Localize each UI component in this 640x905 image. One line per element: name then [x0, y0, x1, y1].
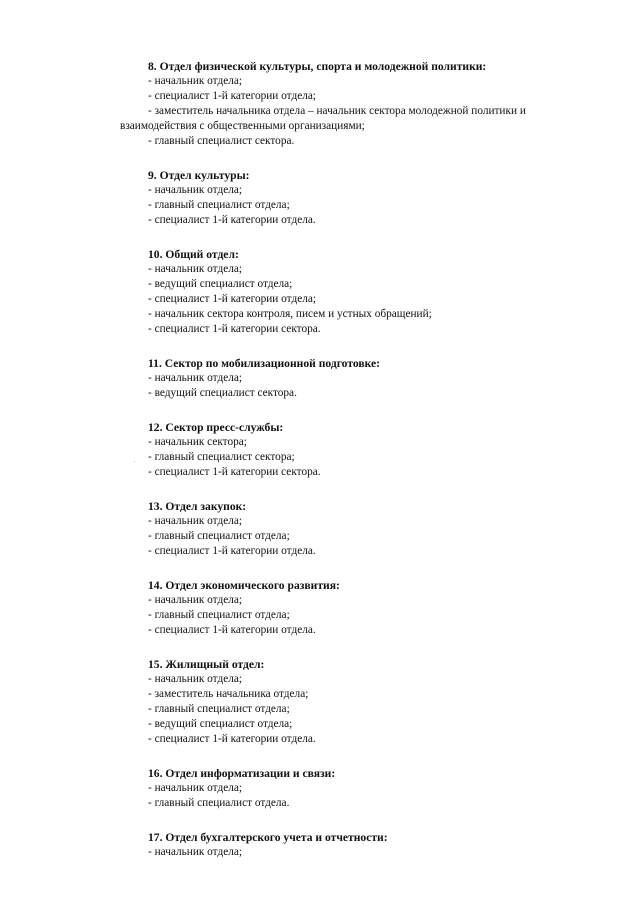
list-item: - специалист 1-й категории отдела. — [148, 214, 316, 226]
list-item: - начальник отдела; — [148, 372, 243, 384]
list-item: - главный специалист сектора. — [148, 135, 295, 147]
list-item: - главный специалист сектора; — [148, 451, 295, 463]
list-item: - специалист 1-й категории отдела. — [148, 624, 316, 636]
section-title: 12. Сектор пресс-службы: — [148, 421, 284, 434]
section-title: 13. Отдел закупок: — [148, 500, 247, 513]
section-title: 8. Отдел физической культуры, спорта и молодежной политики: — [148, 60, 487, 73]
section-13-procurement — [0, 499, 640, 559]
list-item: - главный специалист отдела; — [148, 703, 290, 715]
section-title: 10. Общий отдел: — [148, 248, 239, 261]
section-title: 16. Отдел информатизации и связи: — [148, 767, 336, 780]
section-title: 15. Жилищный отдел: — [148, 658, 265, 671]
list-item: - главный специалист отдела; — [148, 199, 290, 211]
section-title: 11. Сектор по мобилизационной подготовке: — [148, 357, 381, 370]
list-item: - специалист 1-й категории отдела. — [148, 545, 316, 557]
list-item: - начальник отдела; — [148, 673, 243, 685]
section-title: 17. Отдел бухгалтерского учета и отчетности: — [148, 831, 388, 844]
list-item: - специалист 1-й категории сектора. — [148, 323, 321, 335]
list-item: - заместитель начальника отдела – начальник сектора молодежной политики и взаимодействия с общественными организациями; — [120, 105, 526, 132]
section-16-informatization — [0, 766, 640, 811]
list-item: - начальник отдела; — [148, 515, 243, 527]
list-item: - специалист 1-й категории отдела. — [148, 733, 316, 745]
list-item: - главный специалист отдела; — [148, 609, 290, 621]
list-item: - начальник отдела; — [148, 75, 243, 87]
list-item: - специалист 1-й категории отдела; — [148, 90, 316, 102]
list-item: - начальник отдела; — [148, 263, 243, 275]
section-9-culture — [0, 168, 640, 228]
list-item: - начальник сектора контроля, писем и устных обращений; — [148, 308, 432, 320]
list-item: - ведущий специалист отдела; — [148, 718, 293, 730]
section-10-general — [0, 247, 640, 337]
section-11-mobilization — [0, 356, 640, 401]
section-14-economic-development — [0, 578, 640, 638]
section-17-accounting — [0, 830, 640, 860]
list-item: - начальник отдела; — [148, 846, 243, 858]
section-title: 9. Отдел культуры: — [148, 169, 250, 182]
list-item: - заместитель начальника отдела; — [148, 688, 309, 700]
section-8-physical-culture — [0, 59, 640, 149]
section-15-housing — [0, 657, 640, 747]
list-item: - специалист 1-й категории сектора. — [148, 466, 321, 478]
list-item: - начальник отдела; — [148, 594, 243, 606]
list-item: - начальник отдела; — [148, 184, 243, 196]
list-item: - специалист 1-й категории отдела; — [148, 293, 316, 305]
document-body — [0, 59, 640, 879]
scan-speck — [134, 461, 135, 462]
section-12-press-service — [0, 420, 640, 480]
list-item: - ведущий специалист сектора. — [148, 387, 297, 399]
list-item: - главный специалист отдела. — [148, 797, 290, 809]
section-title: 14. Отдел экономического развития: — [148, 579, 340, 592]
list-item: - начальник сектора; — [148, 436, 247, 448]
list-item: - ведущий специалист отдела; — [148, 278, 293, 290]
list-item: - начальник отдела; — [148, 782, 243, 794]
list-item: - главный специалист отдела; — [148, 530, 290, 542]
